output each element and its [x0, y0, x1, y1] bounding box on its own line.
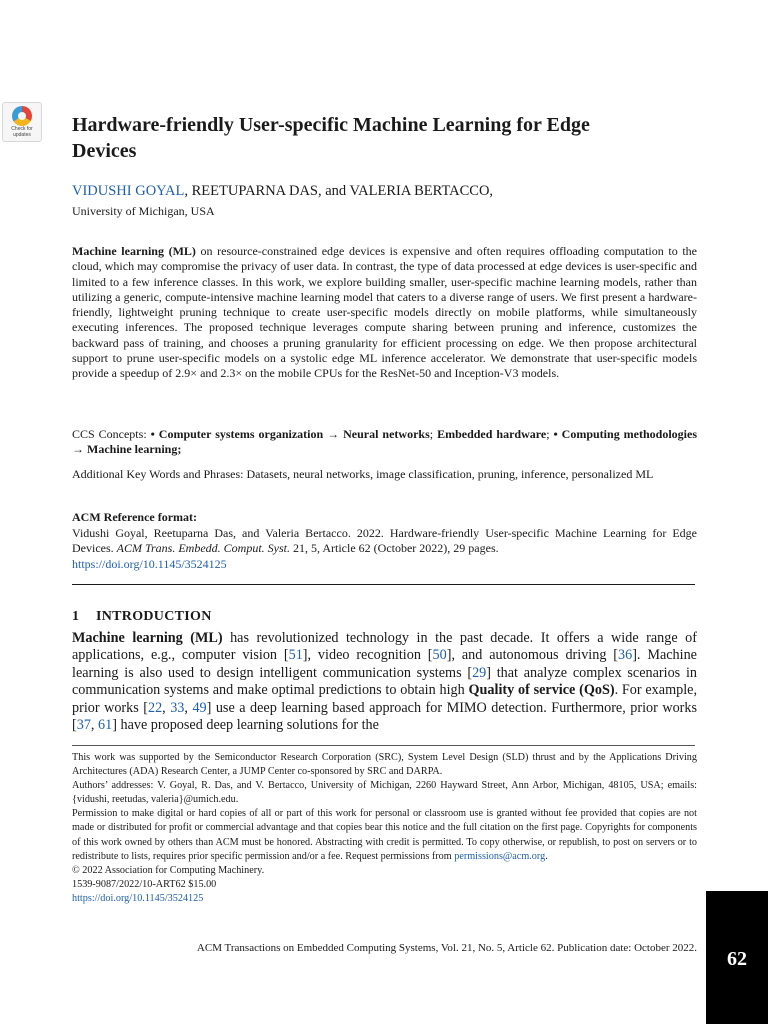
acm-reference-text: Vidushi Goyal, Reetuparna Das, and Valeria Bertacco. 2022. Hardware-friendly User-specific Machine Learning for Edge Devices.	[72, 526, 697, 556]
intro-text: . For example, prior works [	[72, 682, 697, 716]
section-title: INTRODUCTION	[96, 609, 212, 624]
running-footer: ACM Transactions on Embedded Computing Systems, Vol. 21, No. 5, Article 62. Publication date: October 2022.	[196, 942, 697, 954]
badge-text-line2: updates	[13, 131, 31, 138]
section-heading	[72, 608, 212, 626]
footnotes	[72, 751, 697, 906]
citation-49[interactable]: 49	[192, 699, 207, 716]
page-number: 62	[727, 948, 747, 970]
citation-50[interactable]: 50	[432, 647, 447, 664]
footnote-issn: 1539-9087/2022/10-ART62 $15.00	[72, 878, 217, 890]
intro-text: ,	[90, 717, 99, 734]
abstract	[72, 244, 697, 382]
badge-text-line1: Check for	[11, 126, 33, 132]
affiliation: University of Michigan, USA	[72, 204, 215, 218]
footnote-doi-link[interactable]: https://doi.org/10.1145/3524125	[72, 892, 204, 904]
intro-text: has revolutionized technology in the past decade. It offers a wide range of applications, e.g., computer vision [	[72, 630, 697, 664]
intro-text: ] use a deep learning based approach for MIMO detection. Furthermore, prior works [	[72, 699, 698, 734]
abstract-lead: Machine learning (ML)	[72, 244, 196, 258]
acm-reference-doi-link[interactable]: https://doi.org/10.1145/3524125	[72, 556, 227, 571]
abstract-body: on resource-constrained edge devices is expensive and often requires offloading computation to the cloud, which may compromise the privacy of user data. In contrast, the type of data processed at edge devices is user-specific and limited to a few inference classes. In this work, we explore building smaller, user-specific machine learning models, rather than utilizing a generic, compute-intensive machine learning model that caters to a diverse range of users. We first present a hardware-friendly, lightweight pruning technique to create user-specific models directly on mobile platforms, while simultaneously executing inferences. The proposed technique leverages compute sharing between pruning and inference, customizes the backward pass of training, and chooses a pruning granularity for efficient processing on edge. We then propose architectural support to prune user-specific models on a systolic edge ML inference accelerator. We demonstrate that user-specific models provide a speedup of 2.9× and 2.3× on the mobile CPUs for the ResNet-50 and Inception-V3 models.	[72, 244, 697, 381]
ccs-item-1: • Computer systems organization → Neural networks	[150, 427, 430, 441]
intro-text: ] that analyze complex scenarios in communication systems and make optimal predictions to obtain high	[72, 664, 697, 699]
introduction-paragraph	[72, 630, 697, 734]
keywords: Additional Key Words and Phrases: Datasets, neural networks, image classification, pruning, inference, personalized ML	[72, 467, 654, 481]
check-for-updates-badge[interactable]	[2, 102, 42, 142]
citation-37[interactable]: 37	[76, 717, 91, 734]
ccs-item-3: • Computing methodologies → Machine learning;	[72, 427, 697, 457]
citation-33[interactable]: 33	[170, 699, 185, 716]
intro-text: ]. Machine learning is also used to design intelligent communication systems [	[72, 647, 697, 681]
acm-reference-heading: ACM Reference format:	[72, 510, 198, 524]
permission-end: .	[545, 850, 548, 862]
citation-51[interactable]: 51	[288, 647, 303, 664]
intro-term-ml: Machine learning (ML)	[72, 630, 223, 646]
footnote-addresses: Authors’ addresses: V. Goyal, R. Das, and V. Bertacco, University of Michigan, 2260 Hayward Street, Ann Arbor, Michigan, 48105, USA; emails: {vidushi, reetudas, valeria}@umich.edu.	[72, 780, 697, 806]
paper-title: Hardware-friendly User-specific Machine Learning for Edge Devices	[72, 114, 590, 162]
section-divider	[72, 584, 695, 585]
citation-22[interactable]: 22	[147, 699, 163, 716]
citation-36[interactable]: 36	[618, 647, 633, 664]
footnote-copyright: © 2022 Association for Computing Machinery.	[72, 864, 265, 876]
author-list	[72, 181, 493, 201]
intro-text: ,	[162, 699, 171, 716]
citation-29[interactable]: 29	[472, 664, 487, 681]
permissions-email-link[interactable]: permissions@acm.org	[454, 850, 546, 862]
ccs-sep-1: ;	[429, 427, 438, 441]
ccs-label: CCS Concepts:	[72, 427, 151, 441]
section-number: 1	[72, 609, 80, 624]
intro-text: ] have proposed deep learning solutions for the	[112, 717, 379, 734]
ccs-concepts	[72, 427, 697, 458]
acm-reference-volume: 21, 5, Article 62 (October 2022), 29 pages.	[290, 541, 499, 556]
permission-text: Permission to make digital or hard copies of all or part of this work for personal or classroom use is granted without fee provided that copies are not made or distributed for profit or commercial advantage and that copies bear this notice and the full citation on the first page. Copyrights for components of this work owned by others than ACM must be honored. Abstracting with credit is permitted. To copy otherwise, or republish, to post on servers or to redistribute to lists, requires prior specific permission and/or a fee. Request permissions from	[72, 808, 697, 862]
intro-text: ], and autonomous driving [	[446, 647, 619, 664]
ccs-sep-2: ;	[546, 427, 554, 441]
ccs-item-2: Embedded hardware	[437, 427, 547, 441]
footnote-support: This work was supported by the Semiconductor Research Corporation (SRC), System Level Design (SLD) thrust and by the Applications Driving Architectures (ADA) Research Center, a JUMP Center co-sponsored by SRC and DARPA.	[72, 752, 697, 778]
intro-text: ,	[184, 699, 193, 716]
acm-reference-journal: ACM Trans. Embedd. Comput. Syst.	[116, 541, 290, 556]
crossmark-icon	[12, 106, 32, 126]
acm-reference	[72, 526, 697, 572]
citation-61[interactable]: 61	[98, 717, 113, 734]
author-link-goyal[interactable]: VIDUSHI GOYAL	[72, 183, 185, 199]
intro-text: ], video recognition [	[302, 647, 433, 664]
intro-term-qos: Quality of service (QoS)	[468, 682, 615, 699]
footnote-divider	[72, 745, 695, 746]
footnote-doi	[72, 892, 697, 906]
page-number-tab	[706, 891, 768, 1024]
footnote-permission	[72, 807, 697, 863]
author-list-rest: , REETUPARNA DAS, and VALERIA BERTACCO,	[184, 183, 494, 199]
